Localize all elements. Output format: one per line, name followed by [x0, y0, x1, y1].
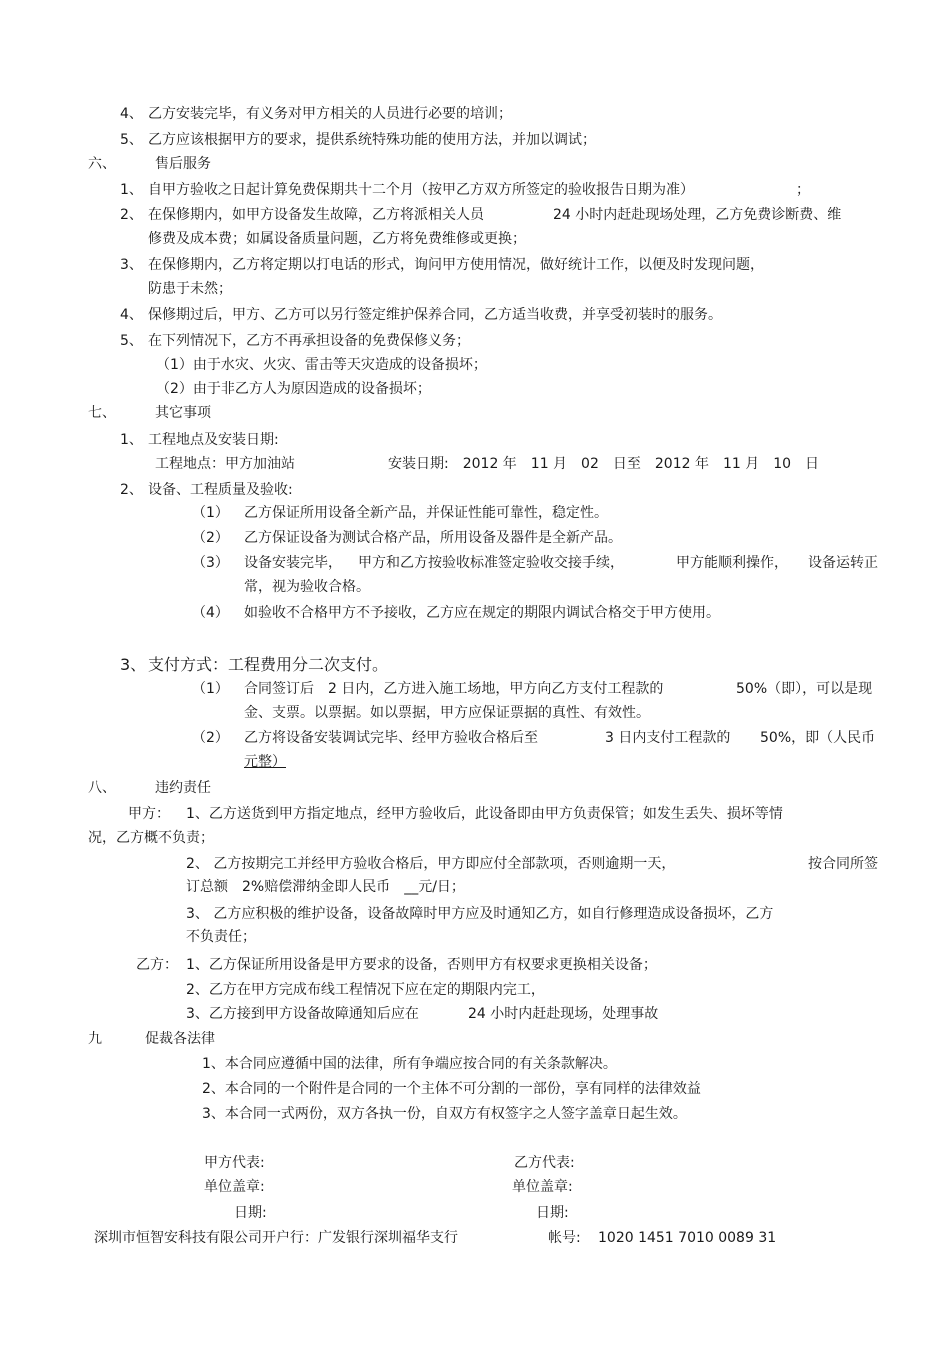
section-title: 售后服务	[155, 156, 211, 172]
clause-text: 甲方能顺利操作，	[676, 555, 788, 571]
clause-text: 不负责任；	[186, 929, 256, 945]
item-text: 乙方应该根据甲方的要求，提供系统特殊功能的使用方法，并加以调试；	[148, 132, 596, 148]
party-b-date: 日期:	[536, 1205, 569, 1221]
clause-text: 3、本合同一式两份，双方各执一份，自双方有权签字之人签字盖章日起生效。	[202, 1106, 687, 1122]
bank-info: 深圳市恒智安科技有限公司开户行：广发银行深圳福华支行	[94, 1230, 458, 1246]
clause-text: 甲方和乙方按验收标准签定验收交接手续，	[358, 555, 624, 571]
party-a-date: 日期:	[234, 1205, 267, 1221]
clause-number: （1）	[192, 681, 229, 697]
clause-text: 如验收不合格甲方不予接收，乙方应在规定的期限内调试合格交于甲方使用。	[244, 605, 720, 621]
item-text: 设备、工程质量及验收:	[148, 482, 293, 498]
item-number: 5、	[120, 132, 143, 148]
clause-text: 3 日内支付工程款的	[605, 730, 731, 746]
clause-text: 按合同所签	[808, 856, 878, 872]
item-number: 2、	[120, 482, 143, 498]
clause-text: 乙方将设备安装调试完毕、经甲方验收合格后至	[244, 730, 538, 746]
item-number: 3、	[120, 257, 143, 273]
clause-text: 3、 乙方应积极的维护设备，设备故障时甲方应及时通知乙方，如自行修理造成设备损坏，乙方	[186, 906, 774, 922]
sub-item: （1）由于水灾、火灾、雷击等天灾造成的设备损坏；	[156, 357, 487, 373]
install-date: 安装日期: 2012 年 11 月 02 日至 2012 年 11 月 10 日	[388, 456, 820, 472]
section-number: 九	[88, 1031, 102, 1047]
item-text: 在下列情况下，乙方不再承担设备的免费保修义务；	[148, 333, 470, 349]
item-text: 自甲方验收之日起计算免费保期共十二个月（按甲乙方双方所签定的验收报告日期为准）	[148, 182, 694, 198]
item-number: 1、	[120, 182, 143, 198]
party-label: 乙方：	[136, 957, 178, 973]
sub-item: （2）由于非乙方人为原因造成的设备损坏；	[156, 381, 431, 397]
clause-text: 1、本合同应遵循中国的法律，所有争端应按合同的有关条款解决。	[202, 1056, 617, 1072]
clause-number: （3）	[192, 555, 229, 571]
item-text: 在保修期内，乙方将定期以打电话的形式，询问甲方使用情况，做好统计工作，以便及时发现问题，	[148, 257, 764, 273]
account-label: 帐号:	[548, 1230, 581, 1246]
clause-text: 1、乙方保证所用设备是甲方要求的设备，否则甲方有权要求更换相关设备；	[186, 957, 657, 973]
item-text: 24 小时内赶赴现场处理，乙方免费诊断费、维	[553, 207, 842, 223]
section-number: 八、	[88, 780, 116, 796]
item-number: 3、	[120, 655, 147, 674]
clause-text: 订总额 2%赔偿滞纳金即人民币 __元/日；	[186, 879, 465, 895]
party-b-representative: 乙方代表:	[514, 1155, 575, 1171]
clause-text: 金、支票。以票据。如以票据，甲方应保证票据的真性、有效性。	[244, 705, 650, 721]
clause-number: （1）	[192, 505, 229, 521]
section-title: 其它事项	[155, 405, 211, 421]
clause-text: 乙方保证设备为测试合格产品，所用设备及器件是全新产品。	[244, 530, 622, 546]
item-text: 防患于未然；	[148, 281, 232, 297]
item-text: 修费及成本费；如属设备质量问题，乙方将免费维修或更换；	[148, 231, 526, 247]
clause-text: 常，视为验收合格。	[244, 579, 370, 595]
clause-number: （2）	[192, 730, 229, 746]
clause-text: 3、乙方接到甲方设备故障通知后应在	[186, 1006, 419, 1022]
section-title: 违约责任	[155, 780, 211, 796]
item-number: 1、	[120, 432, 143, 448]
project-location: 工程地点：甲方加油站	[155, 456, 295, 472]
clause-text: 元整）	[244, 754, 286, 770]
item-number: 5、	[120, 333, 143, 349]
party-a-seal: 单位盖章:	[204, 1179, 265, 1195]
clause-number: （2）	[192, 530, 229, 546]
payment-heading: 支付方式：工程费用分二次支付。	[148, 655, 389, 674]
section-number: 六、	[88, 156, 116, 172]
clause-text: 2、本合同的一个附件是合同的一个主体不可分割的一部份，享有同样的法律效益	[202, 1081, 701, 1097]
party-b-seal: 单位盖章:	[512, 1179, 573, 1195]
party-label: 甲方：	[128, 806, 170, 822]
item-text: 保修期过后，甲方、乙方可以另行签定维护保养合同，乙方适当收费，并享受初装时的服务。	[148, 307, 722, 323]
clause-text: 2、乙方在甲方完成布线工程情况下应在定的期限内完工，	[186, 982, 545, 998]
clause-text: 设备安装完毕，	[244, 555, 342, 571]
clause-text: 乙方保证所用设备全新产品，并保证性能可靠性，稳定性。	[244, 505, 608, 521]
clause-text: 50%（即），可以是现	[736, 681, 873, 697]
clause-text: 况，乙方概不负责；	[88, 830, 214, 846]
party-a-representative: 甲方代表:	[204, 1155, 265, 1171]
section-number: 七、	[88, 405, 116, 421]
clause-text: 50%，即（人民币	[760, 730, 876, 746]
clause-text: 2、 乙方按期完工并经甲方验收合格后，甲方即应付全部款项，否则逾期一天，	[186, 856, 676, 872]
item-number: 2、	[120, 207, 143, 223]
item-text: 在保修期内，如甲方设备发生故障，乙方将派相关人员	[148, 207, 484, 223]
clause-text: 设备运转正	[808, 555, 878, 571]
item-text: 工程地点及安装日期:	[148, 432, 279, 448]
item-number: 4、	[120, 106, 143, 122]
clause-text: 24 小时内赶赴现场，处理事故	[468, 1006, 659, 1022]
clause-text: 1、乙方送货到甲方指定地点，经甲方验收后，此设备即由甲方负责保管；如发生丢失、损坏等情	[186, 806, 783, 822]
item-text: ；	[796, 182, 810, 198]
clause-text: 合同签订后 2 日内，乙方进入施工场地，甲方向乙方支付工程款的	[244, 681, 664, 697]
section-title: 促裁各法律	[145, 1031, 215, 1047]
item-text: 乙方安装完毕，有义务对甲方相关的人员进行必要的培训；	[148, 106, 512, 122]
clause-number: （4）	[192, 605, 229, 621]
item-number: 4、	[120, 307, 143, 323]
account-number: 1020 1451 7010 0089 31	[598, 1230, 777, 1246]
